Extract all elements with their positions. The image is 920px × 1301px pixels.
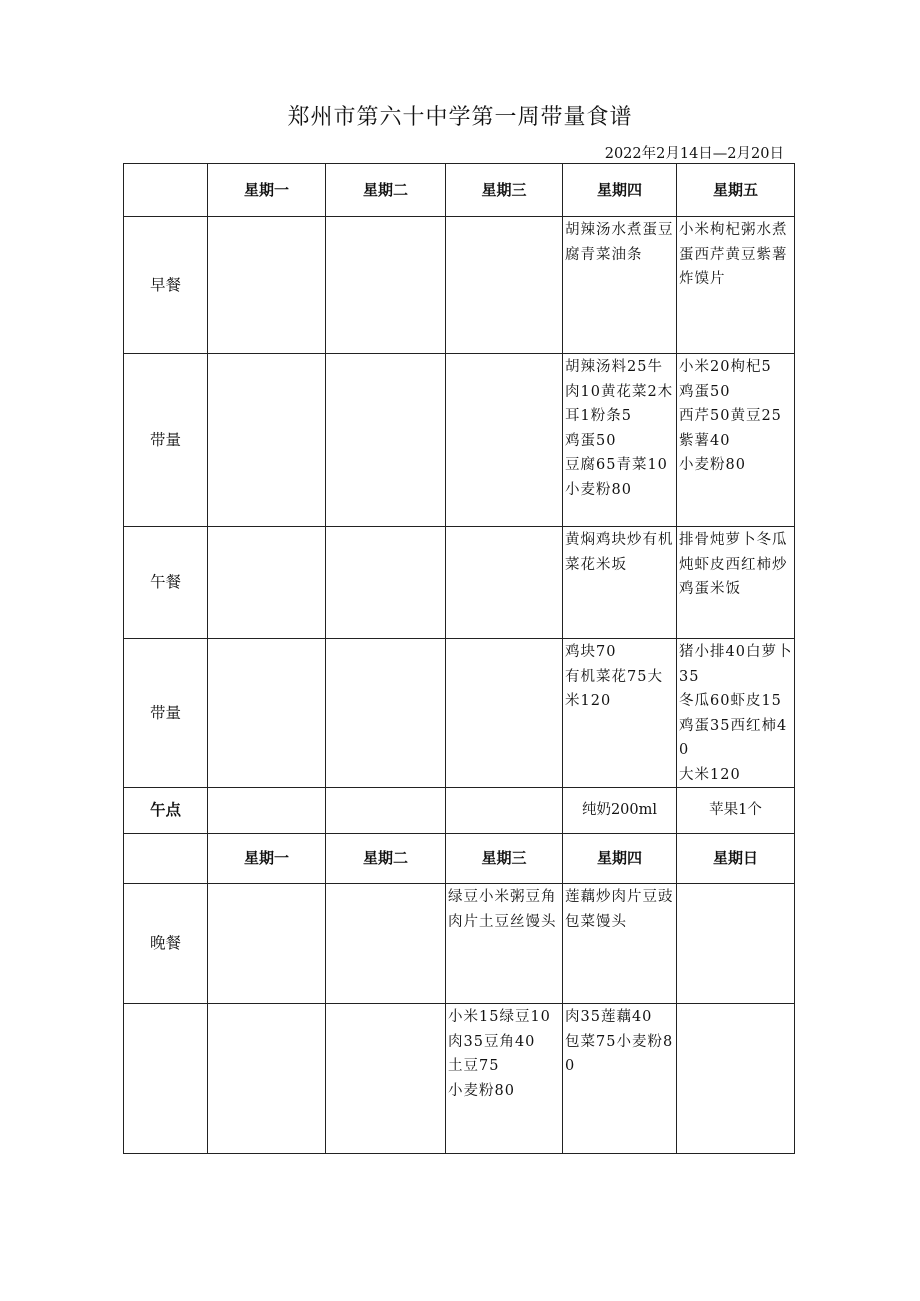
qty-text: 紫薯40 [679, 432, 731, 449]
dinner-qty-row [124, 1004, 795, 1154]
menu-text: 黄焖鸡块炒有机菜花米坂 [565, 532, 674, 573]
cell-dinner-qty-wed [446, 1004, 563, 1154]
cell-snack-thu: 纯奶200ml [563, 788, 677, 834]
lunch-row [124, 527, 795, 639]
qty-text: 鸡蛋50 [679, 383, 731, 400]
cell-empty [208, 1004, 326, 1154]
cell-dinner-thu [563, 884, 677, 1004]
row-label-breakfast: 早餐 [124, 217, 208, 354]
qty-text: 大米120 [679, 766, 741, 783]
qty-text: 肉35莲藕40 [565, 1009, 653, 1025]
qty-text: 鸡蛋50 [565, 432, 617, 449]
cell-empty [446, 788, 563, 834]
cell-empty [446, 354, 563, 527]
qty-text: 猪小排40白萝卜35 [679, 644, 793, 685]
cell-empty [677, 884, 795, 1004]
qty-text: 包菜75小麦粉80 [565, 1033, 674, 1074]
row-label-breakfast-qty: 带量 [124, 354, 208, 527]
header-sun: 星期日 [677, 834, 795, 884]
row-label-dinner-qty [124, 1004, 208, 1154]
qty-text: 小麦粉80 [679, 457, 746, 473]
header-tue: 星期二 [326, 834, 446, 884]
cell-empty [208, 217, 326, 354]
breakfast-qty-row [124, 354, 795, 527]
header-thu: 星期四 [563, 834, 677, 884]
cell-empty [208, 354, 326, 527]
week1-header-row [124, 164, 795, 217]
cell-empty [326, 639, 446, 788]
cell-empty [208, 788, 326, 834]
qty-text: 鸡块70 [565, 644, 617, 660]
cell-empty [326, 1004, 446, 1154]
cell-empty [326, 217, 446, 354]
header-mon: 星期一 [208, 834, 326, 884]
cell-lunch-fri [677, 527, 795, 639]
page-title: 郑州市第六十中学第一周带量食谱 [287, 105, 633, 130]
menu-text: 小米枸杞粥水煮蛋西芹黄豆紫薯炸馍片 [679, 222, 788, 287]
header-wed: 星期三 [446, 834, 563, 884]
cell-empty [446, 639, 563, 788]
cell-empty [446, 527, 563, 639]
qty-text: 有机菜花75大米120 [565, 668, 663, 709]
cell-snack-fri: 苹果1个 [677, 788, 795, 834]
qty-text: 小米15绿豆10肉35豆角40 [448, 1009, 551, 1050]
qty-text: 土豆75 [448, 1058, 500, 1074]
header-corner [124, 834, 208, 884]
cell-empty [446, 217, 563, 354]
cell-breakfast-qty-thu [563, 354, 677, 527]
cell-breakfast-fri [677, 217, 795, 354]
cell-empty [326, 788, 446, 834]
qty-text: 豆腐65青菜10小麦粉80 [565, 457, 668, 498]
menu-table [123, 163, 795, 1154]
menu-text: 排骨炖萝卜冬瓜炖虾皮西红柿炒鸡蛋米饭 [679, 532, 788, 597]
qty-text: 冬瓜60虾皮15鸡蛋35西红柿40 [679, 693, 788, 758]
cell-empty [208, 527, 326, 639]
menu-text: 莲藕炒肉片豆豉包菜馒头 [565, 889, 674, 930]
header-mon: 星期一 [208, 164, 326, 217]
cell-empty [677, 1004, 795, 1154]
header-corner [124, 164, 208, 217]
cell-lunch-qty-thu [563, 639, 677, 788]
qty-text: 小米20枸杞5 [679, 359, 772, 375]
cell-breakfast-thu [563, 217, 677, 354]
row-label-lunch: 午餐 [124, 527, 208, 639]
cell-empty [208, 884, 326, 1004]
snack-row [124, 788, 795, 834]
week2-header-row [124, 834, 795, 884]
cell-dinner-qty-thu [563, 1004, 677, 1154]
cell-empty [326, 354, 446, 527]
lunch-qty-row [124, 639, 795, 788]
row-label-dinner: 晚餐 [124, 884, 208, 1004]
cell-empty [326, 884, 446, 1004]
cell-dinner-wed [446, 884, 563, 1004]
header-fri: 星期五 [677, 164, 795, 217]
header-tue: 星期二 [326, 164, 446, 217]
header-wed: 星期三 [446, 164, 563, 217]
qty-text: 胡辣汤料25牛肉10黄花菜2木耳1粉条5 [565, 359, 674, 424]
header-thu: 星期四 [563, 164, 677, 217]
cell-lunch-qty-fri [677, 639, 795, 788]
date-range: 2022年2月14日—2月20日 [604, 146, 784, 162]
cell-lunch-thu [563, 527, 677, 639]
row-label-snack: 午点 [124, 788, 208, 834]
qty-text: 西芹50黄豆25 [679, 408, 782, 424]
menu-text: 胡辣汤水煮蛋豆腐青菜油条 [565, 222, 674, 263]
cell-empty [208, 639, 326, 788]
row-label-lunch-qty: 带量 [124, 639, 208, 788]
qty-text: 小麦粉80 [448, 1082, 515, 1099]
breakfast-row [124, 217, 795, 354]
cell-empty [326, 527, 446, 639]
menu-text: 绿豆小米粥豆角肉片土豆丝馒头 [448, 889, 557, 930]
dinner-row [124, 884, 795, 1004]
cell-breakfast-qty-fri [677, 354, 795, 527]
